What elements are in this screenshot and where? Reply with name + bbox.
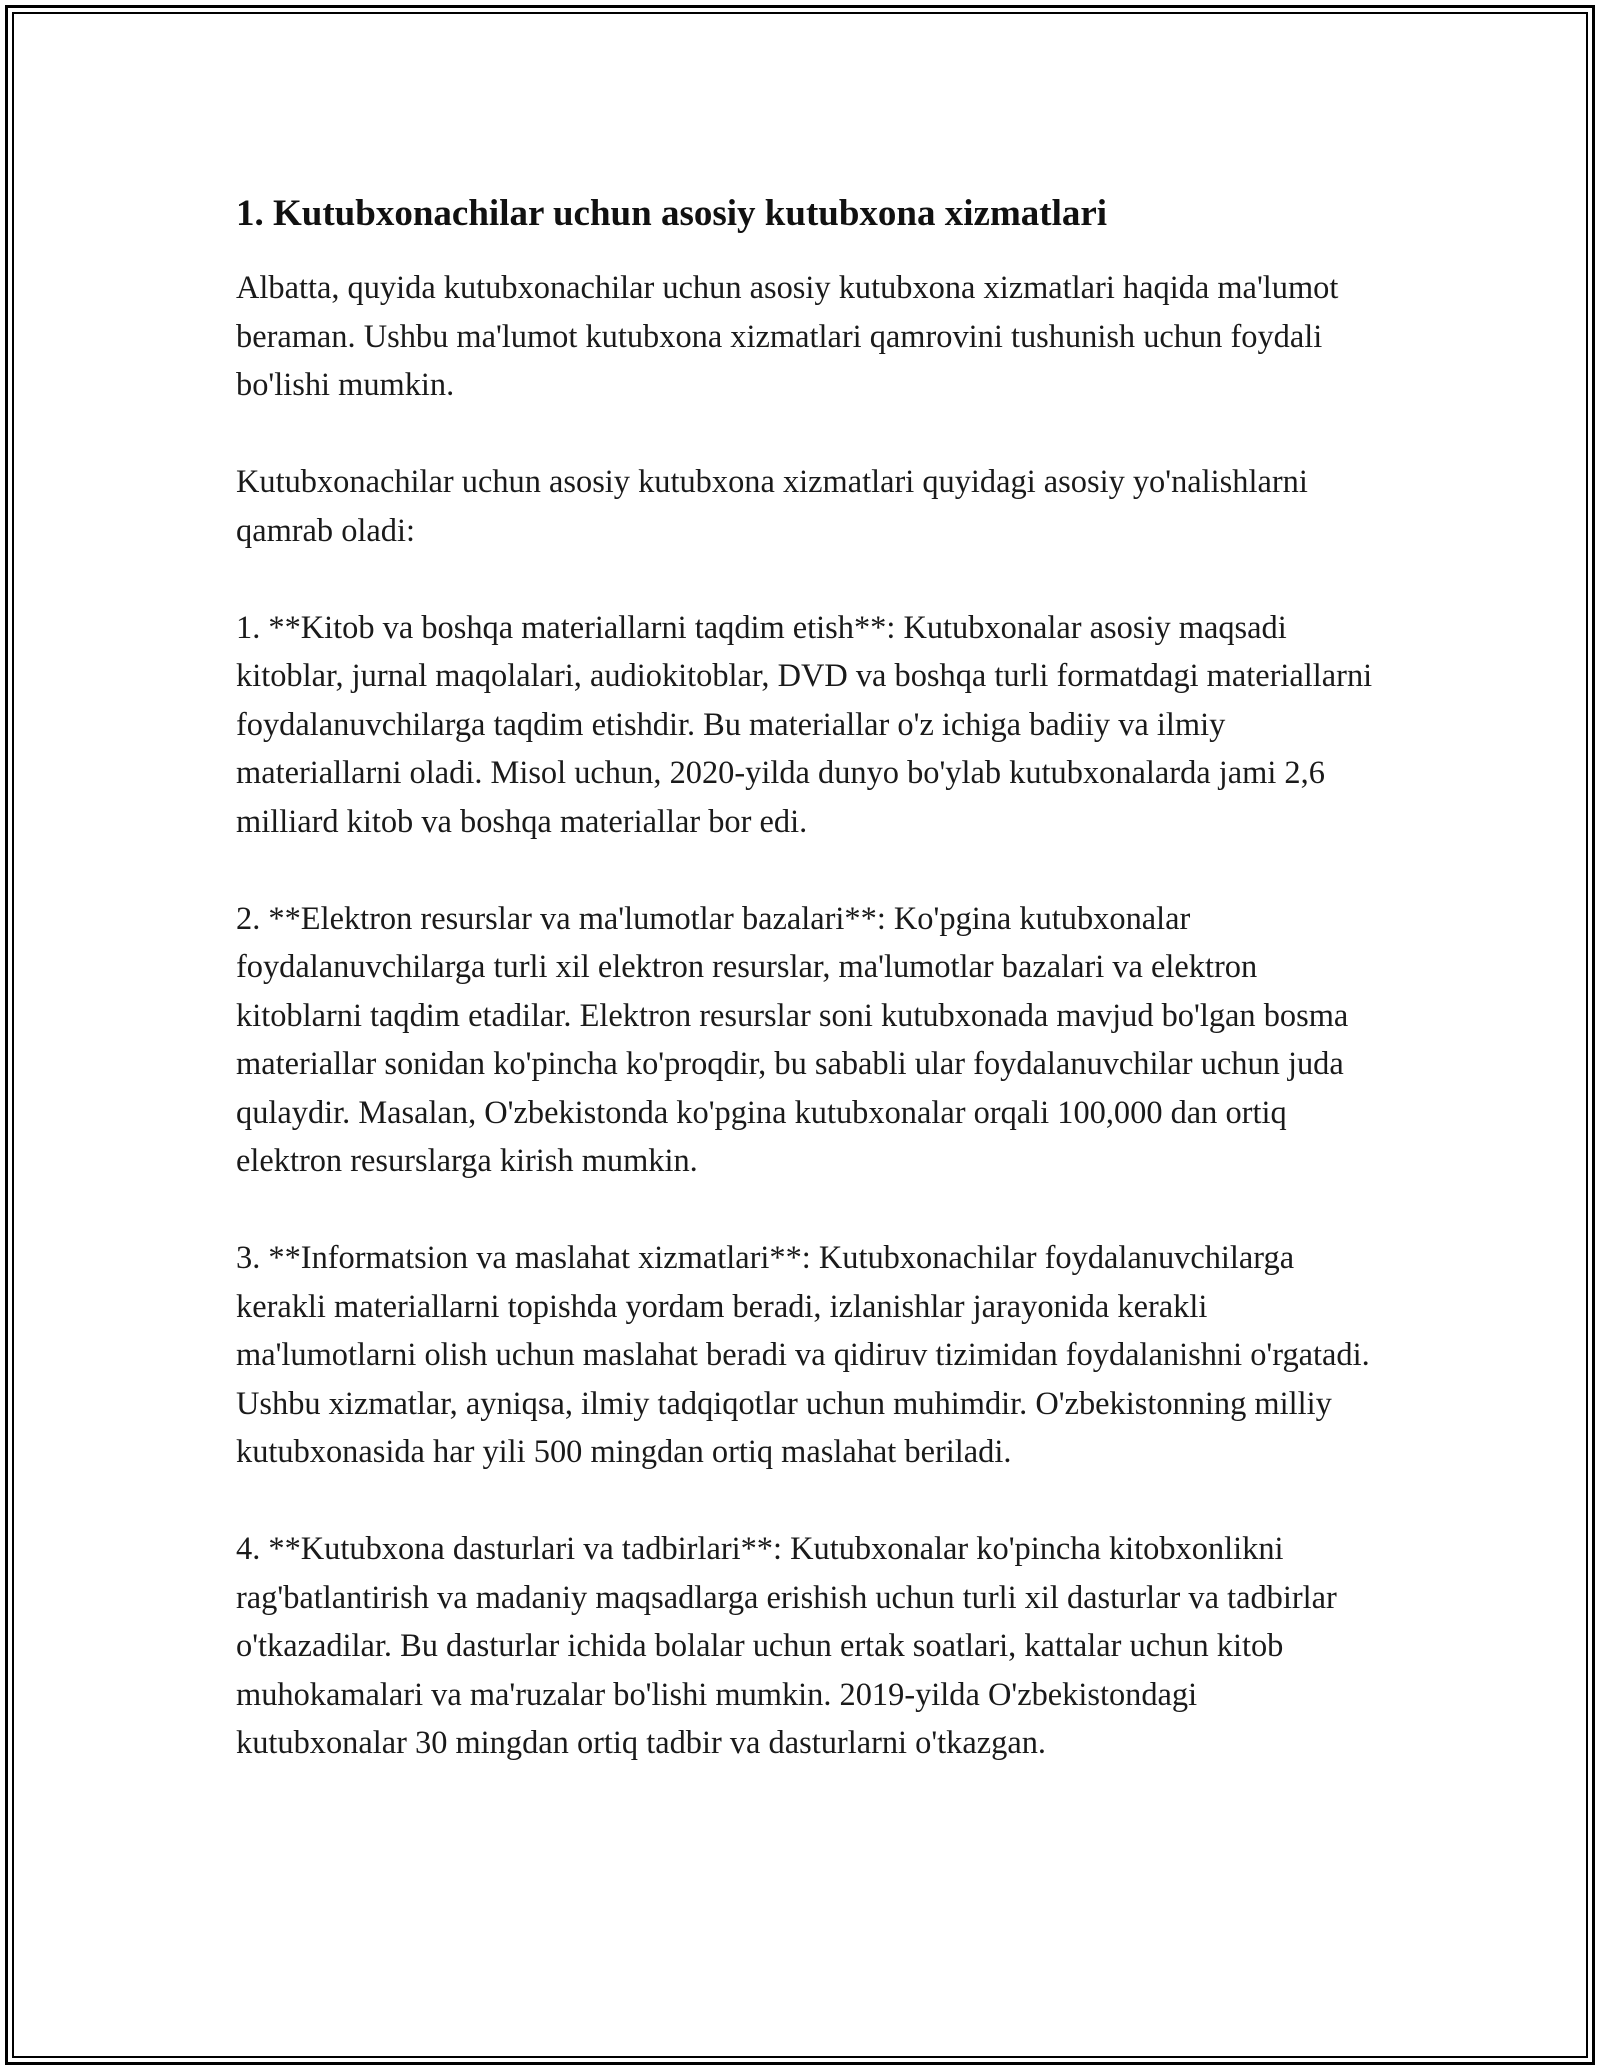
list-item-electronic-resources: 2. **Elektron resurslar va ma'lumotlar bazalari**: Ko'pgina kutubxonalar foydalanuvchilarga turli xil elektron resurslar, ma'lumotlar bazalari va elektron kitoblarni taqdim etadilar. Elektron resurslar soni kutubxonada mavjud bo'lgan bosma materiallar sonidan ko'pincha ko'proqdir, bu sababli ular foydalanuvchilar uchun juda qulaydir. Masalan, O'zbekistonda ko'pgina kutubxonalar orqali 100,000 dan ortiq elektron resurslarga kirish mumkin. (236, 900, 1349, 1179)
list-item-programs-events: 4. **Kutubxona dasturlari va tadbirlari**: Kutubxonalar ko'pincha kitobxonlikni rag'batlantirish va madaniy maqsadlarga erishish uchun turli xil dasturlar va tadbirlar o'tkazadilar. Bu dasturlar ichida bolalar uchun ertak soatlari, kattalar uchun kitob muhokamalari va ma'ruzalar bo'lishi mumkin. 2019-yilda O'zbekistondagi kutubxonalar 30 mingdan ortiq tadbir va dasturlarni o'tkazgan. (236, 1531, 1337, 1761)
list-item-consulting-services: 3. **Informatsion va maslahat xizmatlari**: Kutubxonachilar foydalanuvchilarga kerakli materiallarni topishda yordam beradi, izlanishlar jarayonida kerakli ma'lumotlarni olish uchun maslahat beradi va qidiruv tizimidan foydalanishni o'rgatadi. Ushbu xizmatlar, ayniqsa, ilmiy tadqiqotlar uchun muhimdir. O'zbekistonning milliy kutubxonasida har yili 500 mingdan ortiq maslahat beriladi. (236, 1240, 1370, 1470)
document-body (236, 186, 1376, 1768)
list-item-books: 1. **Kitob va boshqa materiallarni taqdim etish**: Kutubxonalar asosiy maqsadi kitoblar, jurnal maqolalari, audiokitoblar, DVD va boshqa turli formatdagi materiallarni foydalanuvchilarga taqdim etishdir. Bu materiallar o'z ichiga badiiy va ilmiy materiallarni oladi. Misol uchun, 2020-yilda dunyo bo'ylab kutubxonalarda jami 2,6 milliard kitob va boshqa materiallar bor edi. (236, 609, 1373, 840)
intro-paragraph: Albatta, quyida kutubxonachilar uchun asosiy kutubxona xizmatlari haqida ma'lumot beraman. Ushbu ma'lumot kutubxona xizmatlari qamrovini tushunish uchun foydali bo'lishi mumkin. (236, 270, 1339, 403)
overview-paragraph: Kutubxonachilar uchun asosiy kutubxona xizmatlari quyidagi asosiy yo'nalishlarni qamrab oladi: (236, 464, 1308, 549)
document-title: 1. Kutubxonachilar uchun asosiy kutubxona xizmatlari (236, 193, 1108, 234)
